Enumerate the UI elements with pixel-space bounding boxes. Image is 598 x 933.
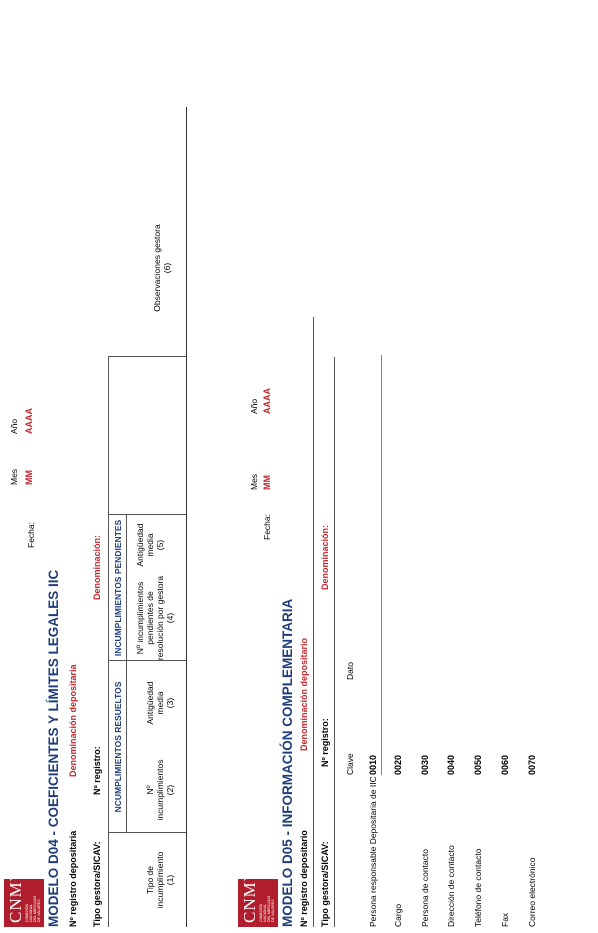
logo-subtitle-line: DEL MERCADO (267, 895, 271, 922)
logo-subtitle-line: COMISIÓN (25, 903, 29, 922)
d04-col-pendientes-resolucion (135, 575, 175, 661)
d05-tipo-gestora: Tipo gestora/SICAV: (320, 841, 330, 927)
logo-subtitle-line: DE VALORES (271, 899, 275, 922)
d04-registro-depositaria: Nº registro depositaria (68, 830, 78, 927)
d05-row-label: Cargo (393, 903, 403, 927)
d05-rule (313, 317, 314, 927)
col-header-line: Antigüedad (145, 681, 155, 725)
col-header-line: (3) (165, 697, 175, 709)
d04-ano-value: AAAA (24, 408, 34, 434)
col-header-line: Observaciones gestora (152, 224, 162, 312)
d04-ano-label: Año (9, 418, 19, 434)
col-header-line: media (155, 691, 165, 715)
logo-subtitle-line: DEL MERCADO (33, 895, 37, 922)
d05-ano-value: AAAA (262, 388, 272, 414)
logo-subtitle-line: COMISIÓN (259, 903, 263, 922)
col-header-line: (1) (165, 874, 175, 886)
d05-row-clave: 0050 (473, 754, 483, 775)
logo-text: CNMV (6, 867, 25, 923)
d05-n-registro: Nº registro: (320, 718, 330, 767)
logo-subtitle (259, 896, 275, 922)
d05-row-label: Teléfono de contacto (473, 848, 483, 927)
d04-col-antiguedad-resueltos (145, 661, 175, 745)
col-header-line: incumplimiento (155, 851, 165, 909)
d05-dato-header: Dato (345, 662, 355, 680)
d04-header-top-rule (108, 357, 109, 927)
d05-row-label: Fax (500, 912, 510, 927)
d05-denominacion: Denominación: (320, 524, 330, 590)
d04-fecha-label: Fecha: (26, 522, 36, 548)
d04-group-resueltos: NCUMPLIMIENTOS RESUELTOS (113, 681, 123, 813)
logo-text: CNMV (240, 867, 259, 923)
d05-rule (334, 357, 335, 927)
d05-fecha-label: Fecha: (262, 514, 272, 540)
d05-denominacion-depositario: Denominación depositario (299, 637, 309, 751)
d05-row-clave: 0040 (446, 754, 456, 775)
d05-row-label: Persona responsable Depositaria de IIC (368, 776, 378, 927)
d04-mes-value: MM (24, 470, 34, 485)
d05-row-clave: 0030 (420, 754, 430, 775)
col-header-line: incumplimientos (155, 759, 165, 821)
d05-row-clave: 0010 (368, 754, 378, 775)
d04-col-n-incumplimientos (145, 747, 175, 833)
logo-subtitle-line: NACIONAL (29, 903, 33, 922)
col-header-line: Nº (145, 785, 155, 795)
logo-subtitle-line: DE VALORES (37, 899, 41, 922)
d05-clave-header: Clave (345, 753, 355, 775)
cnmv-logo (238, 867, 278, 927)
d04-group-rule (126, 515, 127, 833)
col-header-line: (2) (165, 784, 175, 796)
d04-col-observaciones (152, 203, 172, 333)
d05-registro-depositario: Nº registro depositario (299, 830, 309, 927)
logo-subtitle (25, 896, 41, 922)
col-header-line: pendientes de (145, 591, 155, 645)
d04-group-pendientes: INCUMPLIMIENTOS PENDIENTES (113, 519, 123, 657)
d04-col-tipo-incumplimiento (145, 833, 175, 927)
d04-n-registro: Nº registro: (92, 746, 102, 795)
d04-header-bottom-rule (186, 107, 187, 927)
d05-row-rule (381, 355, 382, 775)
d04-denominacion: Denominación: (92, 534, 102, 600)
d05-row-label: Dirección de contacto (446, 845, 456, 927)
d05-row-clave: 0060 (500, 754, 510, 775)
d05-mes-value: MM (262, 475, 272, 490)
col-header-line: resolución por gestora (155, 575, 165, 661)
d05-title: MODELO D05 - INFORMACIÓN COMPLEMENTARIA (280, 598, 295, 927)
d04-col-divider (108, 356, 186, 357)
d05-row-label: Correo electrónico (527, 857, 537, 927)
d04-tipo-gestora: Tipo gestora/SICAV: (92, 841, 102, 927)
col-header-line: Tipo de (145, 865, 155, 895)
d05-row-clave: 0020 (393, 754, 403, 775)
d04-col-antiguedad-pendientes (135, 515, 165, 575)
col-header-line: (5) (155, 539, 165, 551)
col-header-line: (6) (162, 262, 172, 274)
d04-mes-label: Mes (9, 468, 19, 485)
d05-row-clave: 0070 (527, 754, 537, 775)
d04-title: MODELO D04 - COEFICIENTES Y LÍMITES LEGALES IIC (46, 569, 61, 927)
col-header-line: Nº incumplimientos (135, 581, 145, 655)
cnmv-logo (4, 867, 44, 927)
col-header-line: (4) (165, 612, 175, 624)
d04-denominacion-depositaria: Denominación depositaria (68, 664, 78, 777)
d05-ano-label: Año (249, 398, 259, 414)
d05-row-label: Persona de contacto (420, 849, 430, 927)
col-header-line: media (145, 533, 155, 557)
d05-mes-label: Mes (249, 473, 259, 490)
col-header-line: Antigüedad (135, 523, 145, 567)
logo-subtitle-line: NACIONAL (263, 903, 267, 922)
